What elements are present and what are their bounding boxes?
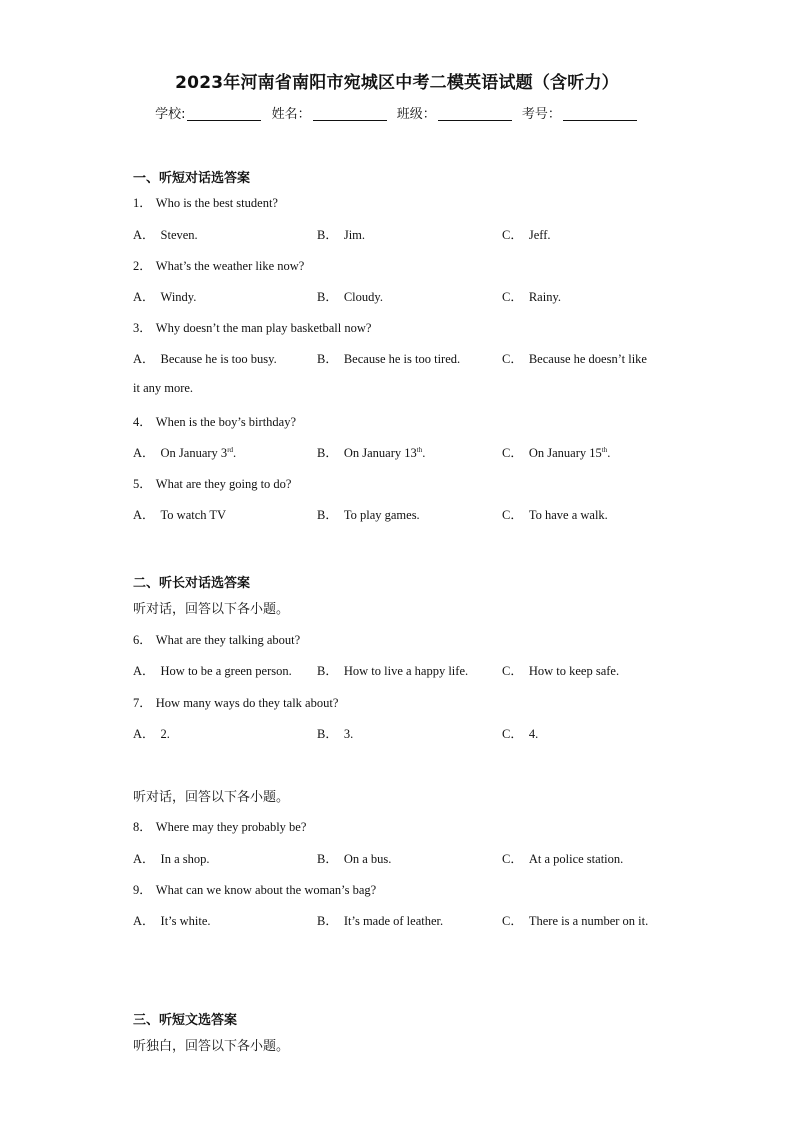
option-text: On January 13 xyxy=(343,446,417,460)
ordinal-suffix: th xyxy=(601,446,608,454)
option-c[interactable] xyxy=(502,505,608,523)
question-text: What’s the weather like now? xyxy=(155,259,305,273)
section-2-heading: 二、听长对话选答案 xyxy=(133,576,251,591)
question-3 xyxy=(133,318,371,336)
option-a[interactable] xyxy=(133,349,277,367)
question-text: When is the boy’s birthday? xyxy=(155,415,297,429)
option-b[interactable] xyxy=(317,349,460,367)
option-c[interactable] xyxy=(502,849,623,867)
option-a[interactable] xyxy=(133,225,198,243)
question-7 xyxy=(133,693,338,711)
option-text: To have a walk. xyxy=(528,508,608,522)
option-letter: C． xyxy=(502,228,523,242)
option-c-continuation: it any more. xyxy=(133,381,194,395)
option-letter: B． xyxy=(317,727,338,741)
student-info-line xyxy=(0,103,794,122)
option-c[interactable] xyxy=(502,349,647,367)
option-letter: C． xyxy=(502,852,523,866)
option-letter: A． xyxy=(133,664,155,678)
question-text: Why doesn’t the man play basketball now? xyxy=(155,321,372,335)
exam-number-label: 考号： xyxy=(521,107,561,122)
option-text: How to be a green person. xyxy=(160,664,292,678)
question-number: 2． xyxy=(133,259,152,273)
option-text: Rainy. xyxy=(528,290,562,304)
question-number: 8． xyxy=(133,820,152,834)
question-text: How many ways do they talk about? xyxy=(155,696,339,710)
option-text: In a shop. xyxy=(160,852,210,866)
option-letter: A． xyxy=(133,852,155,866)
option-c[interactable] xyxy=(502,287,561,305)
option-letter: B． xyxy=(317,852,338,866)
name-blank[interactable] xyxy=(313,107,387,121)
question-text: Where may they probably be? xyxy=(155,820,307,834)
option-text: Jeff. xyxy=(528,228,551,242)
class-label: 班级： xyxy=(396,107,436,122)
option-text: 3. xyxy=(343,727,354,741)
ordinal-suffix: rd xyxy=(227,446,234,454)
option-b[interactable] xyxy=(317,443,425,461)
option-c[interactable] xyxy=(502,443,610,461)
option-letter: A． xyxy=(133,446,155,460)
question-2 xyxy=(133,256,304,274)
option-text: It’s made of leather. xyxy=(343,914,444,928)
option-c[interactable] xyxy=(502,911,648,929)
section-2-instruction-b: 听对话，回答以下各小题。 xyxy=(133,790,290,805)
option-b[interactable] xyxy=(317,287,383,305)
question-number: 3． xyxy=(133,321,152,335)
option-letter: B． xyxy=(317,228,338,242)
question-text: What are they talking about? xyxy=(155,633,301,647)
option-a[interactable] xyxy=(133,287,196,305)
ordinal-suffix: th xyxy=(416,446,423,454)
question-text: What are they going to do? xyxy=(155,477,292,491)
period: . xyxy=(233,446,237,460)
option-b[interactable] xyxy=(317,911,443,929)
option-letter: B． xyxy=(317,508,338,522)
option-b[interactable] xyxy=(317,225,365,243)
option-text: To watch TV xyxy=(160,508,227,522)
option-text: 4. xyxy=(528,727,539,741)
school-blank[interactable] xyxy=(187,107,261,121)
option-text: At a police station. xyxy=(528,852,624,866)
question-number: 9． xyxy=(133,883,152,897)
option-letter: B． xyxy=(317,352,338,366)
option-letter: C． xyxy=(502,290,523,304)
option-text: Jim. xyxy=(343,228,366,242)
option-a[interactable] xyxy=(133,724,170,742)
option-c[interactable] xyxy=(502,724,538,742)
option-text: There is a number on it. xyxy=(528,914,649,928)
option-text: On January 15 xyxy=(528,446,602,460)
question-number: 6． xyxy=(133,633,152,647)
period: . xyxy=(607,446,611,460)
option-text: Windy. xyxy=(160,290,197,304)
option-letter: C． xyxy=(502,914,523,928)
option-text: How to keep safe. xyxy=(528,664,620,678)
option-letter: A． xyxy=(133,508,155,522)
option-letter: C． xyxy=(502,352,523,366)
option-c[interactable] xyxy=(502,661,619,679)
option-a[interactable] xyxy=(133,443,236,461)
question-number: 1． xyxy=(133,196,152,210)
question-text: Who is the best student? xyxy=(155,196,278,210)
question-6 xyxy=(133,630,300,648)
question-number: 5． xyxy=(133,477,152,491)
question-4 xyxy=(133,412,296,430)
page-title: 2023年河南省南阳市宛城区中考二模英语试题（含听力） xyxy=(175,73,619,93)
option-text: Because he is too busy. xyxy=(160,352,277,366)
option-letter: A． xyxy=(133,290,155,304)
option-text: Steven. xyxy=(160,228,198,242)
option-text: Because he is too tired. xyxy=(343,352,461,366)
option-a[interactable] xyxy=(133,849,209,867)
option-b[interactable] xyxy=(317,849,391,867)
option-text: Because he doesn’t like xyxy=(528,352,647,366)
option-text: On January 3 xyxy=(160,446,228,460)
class-blank[interactable] xyxy=(438,107,512,121)
section-3-heading: 三、听短文选答案 xyxy=(133,1013,238,1028)
option-b[interactable] xyxy=(317,661,468,679)
option-letter: B． xyxy=(317,446,338,460)
option-b[interactable] xyxy=(317,724,353,742)
question-text: What can we know about the woman’s bag? xyxy=(155,883,377,897)
section-2-instruction: 听对话，回答以下各小题。 xyxy=(133,602,290,617)
option-a[interactable] xyxy=(133,505,226,523)
option-letter: C． xyxy=(502,446,523,460)
question-9 xyxy=(133,880,376,898)
option-letter: C． xyxy=(502,508,523,522)
option-letter: B． xyxy=(317,290,338,304)
option-c[interactable] xyxy=(502,225,550,243)
option-a[interactable] xyxy=(133,661,292,679)
option-text: How to live a happy life. xyxy=(343,664,469,678)
question-5 xyxy=(133,474,291,492)
option-letter: A． xyxy=(133,914,155,928)
period: . xyxy=(422,446,426,460)
school-label: 学校: xyxy=(155,107,186,122)
question-8 xyxy=(133,817,306,835)
option-text: 2. xyxy=(160,727,170,741)
question-number: 7． xyxy=(133,696,152,710)
option-b[interactable] xyxy=(317,505,420,523)
exam-number-blank[interactable] xyxy=(563,107,637,121)
section-1-heading: 一、听短对话选答案 xyxy=(133,171,251,186)
option-letter: C． xyxy=(502,727,523,741)
option-letter: A． xyxy=(133,352,155,366)
option-text: To play games. xyxy=(343,508,420,522)
option-text: Cloudy. xyxy=(343,290,383,304)
question-number: 4． xyxy=(133,415,152,429)
option-text: It’s white. xyxy=(160,914,211,928)
option-letter: B． xyxy=(317,664,338,678)
option-letter: A． xyxy=(133,727,155,741)
option-letter: A． xyxy=(133,228,155,242)
name-label: 姓名： xyxy=(271,107,311,122)
option-text: On a bus. xyxy=(343,852,392,866)
option-a[interactable] xyxy=(133,911,211,929)
option-letter: B． xyxy=(317,914,338,928)
question-1 xyxy=(133,193,278,211)
section-3-instruction: 听独白，回答以下各小题。 xyxy=(133,1039,290,1054)
option-letter: C． xyxy=(502,664,523,678)
